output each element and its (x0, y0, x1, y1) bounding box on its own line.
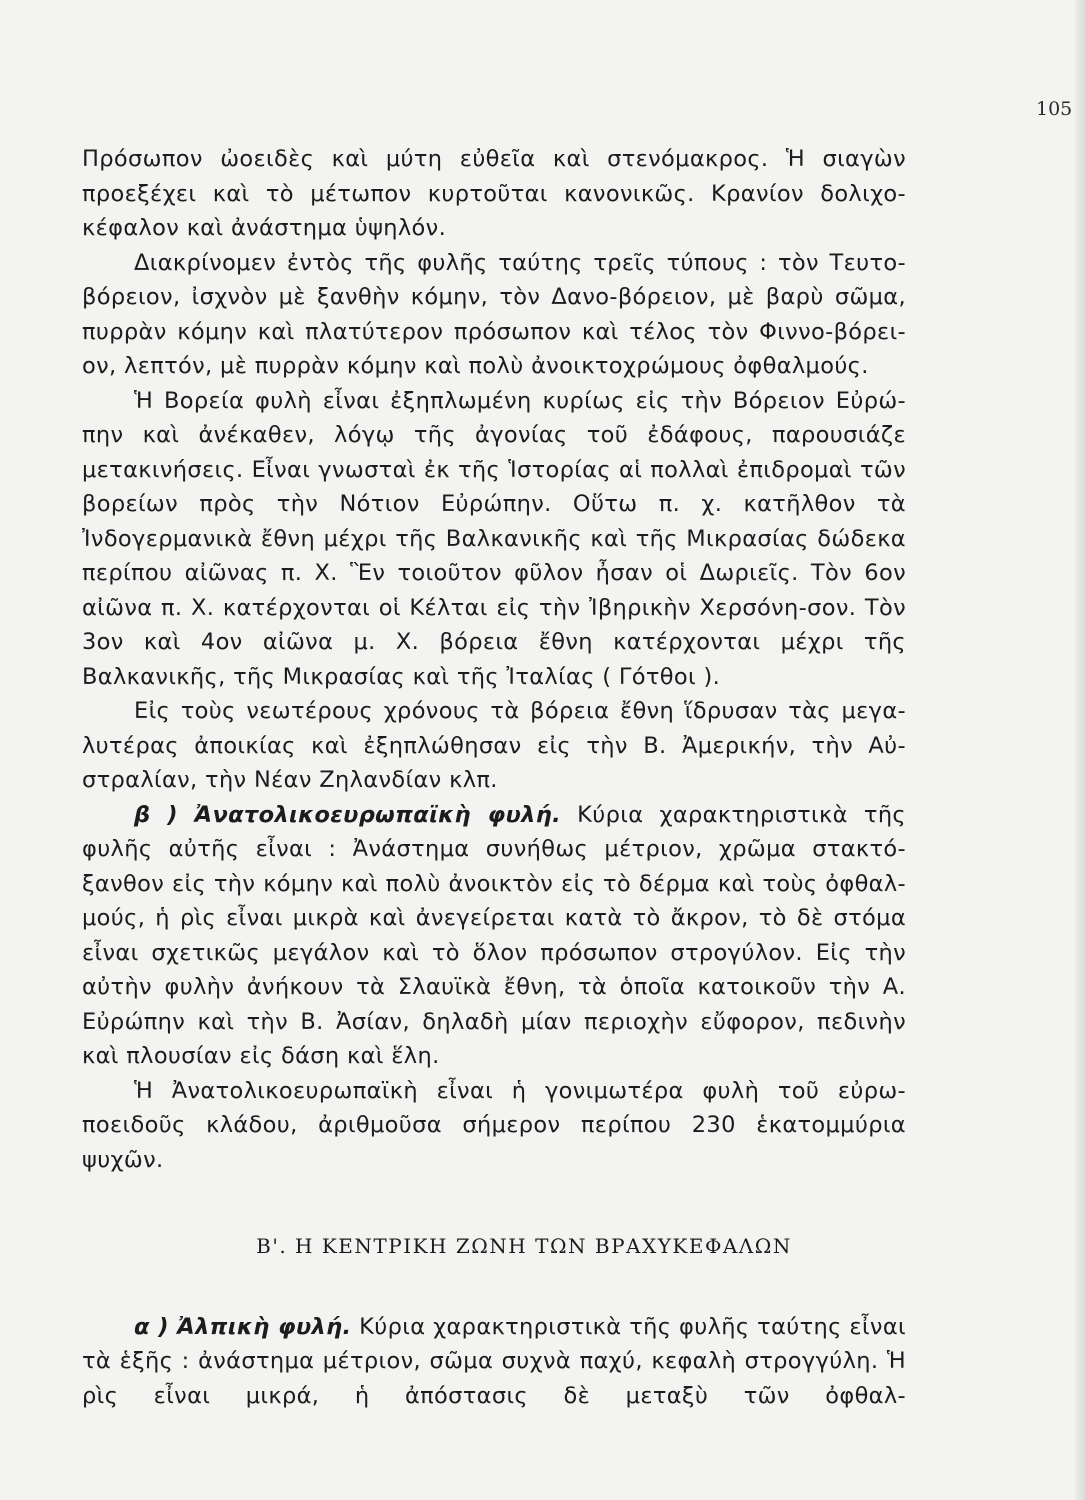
paragraph-nordic-colonies: Εἰς τοὺς νεωτέρους χρόνους τὰ βόρεια ἔθνη ἵδρυσαν τὰς μεγα-λυτέρας ἀποικίας καὶ ἐξηπλώθησαν εἰς τὴν Β. Ἀμερικήν, τὴν Αὐ-στραλίαν, τὴν Νέαν Ζηλανδίαν κλπ. (82, 698, 906, 793)
section-heading: Β'. Η ΚΕΝΤΡΙΚΗ ΖΩΝΗ ΤΩΝ ΒΡΑΧΥΚΕΦΑΛΩΝ (256, 1234, 792, 1258)
paragraph-nordic-migrations: Ἡ Βορεία φυλὴ εἶναι ἐξηπλωμένη κυρίως εἰς τὴν Βόρειον Εὐρώ-πην καὶ ἀνέκαθεν, λόγῳ τῆς ἀγονίας τοῦ ἐδάφους, παρουσιάζε μετακινήσεις. Εἶναι γνωσταὶ ἐκ τῆς Ἱστορίας αἱ πολλαὶ ἐπιδρομαὶ τῶν βορείων πρὸς τὴν Νότιον Εὐρώπην. Οὕτω π. χ. κατῆλθον τὰ Ἰνδογερμανικὰ ἔθνη μέχρι τῆς Βαλκανικῆς καὶ τῆς Μικρασίας δώδεκα περίπου αἰῶνας π. Χ. Ἓν τοιοῦτον φῦλον ἦσαν οἱ Δωριεῖς. Τὸν 6ον αἰῶνα π. Χ. κατέρχονται οἱ Κέλται εἰς τὴν Ἰβηρικὴν Χερσόνη-σον. Τὸν 3ον καὶ 4ον αἰῶνα μ. Χ. βόρεια ἔθνη κατέρχονται μέχρι τῆς Βαλκανικῆς, τῆς Μικρασίας καὶ τῆς Ἰταλίας ( Γότθοι ). (82, 387, 906, 690)
page-edge (1075, 0, 1085, 1500)
page-number: 105 (1036, 98, 1073, 120)
paragraph-east-european-race (82, 798, 906, 1074)
alpine-race-term: α ) Ἀλπικὴ φυλή. (134, 1313, 352, 1340)
paragraph-alpine-race (82, 1310, 906, 1414)
alpine-race-text: Κύρια χαρακτηριστικὰ τῆς φυλῆς ταύτης εἶναι τὰ ἑξῆς : ἀνάστημα μέτριον, σῶμα συχνὰ παχύ, κεφαλὴ στρογγύλη. Ἡ ρὶς εἶναι μικρά, ἡ ἀπόστασις δὲ μεταξὺ τῶν ὀφθαλ- (82, 1313, 906, 1409)
east-european-race-term: β ) Ἀνατολικοευρωπαϊκὴ φυλή. (134, 801, 561, 828)
east-european-race-text: Κύρια χαρακτηριστικὰ τῆς φυλῆς αὐτῆς εἶναι : Ἀνάστημα συνήθως μέτριον, χρῶμα στακτό-ξανθον εἰς τὴν κόμην καὶ πολὺ ἀνοικτὸν εἰς τὸ δέρμα καὶ τοὺς ὀφθαλ-μούς, ἡ ρὶς εἶναι μικρὰ καὶ ἀνεγείρεται κατὰ τὸ ἄκρον, τὸ δὲ στόμα εἶναι σχετικῶς μεγάλον καὶ τὸ ὅλον πρόσωπον στρογύλον. Εἰς τὴν αὐτὴν φυλὴν ἀνήκουν τὰ Σλαυϊκὰ ἔθνη, τὰ ὁποῖα κατοικοῦν τὴν Α. Εὐρώπην καὶ τὴν Β. Ἀσίαν, δηλαδὴ μίαν περιοχὴν εὔφορον, πεδινὴν καὶ πλουσίαν εἰς δάση καὶ ἕλη. (82, 801, 906, 1069)
body-text (82, 142, 906, 1413)
paragraph-east-european-population: Ἡ Ἀνατολικοευρωπαϊκὴ εἶναι ἡ γονιμωτέρα φυλὴ τοῦ εὐρω-ποειδοῦς κλάδου, ἀριθμοῦσα σήμερον περίπου 230 ἑκατομμύρια ψυχῶν. (82, 1077, 906, 1173)
paragraph-nordic-subtypes: Διακρίνομεν ἐντὸς τῆς φυλῆς ταύτης τρεῖς τύπους : τὸν Τευτο-βόρειον, ἰσχνὸν μὲ ξανθὴν κόμην, τὸν Δανο-βόρειον, μὲ βαρὺ σῶμα, πυρρὰν κόμην καὶ πλατύτερον πρόσωπον καὶ τέλος τὸν Φιννο-βόρει-ον, λεπτόν, μὲ πυρρὰν κόμην καὶ πολὺ ἀνοικτοχρώμους ὀφθαλμούς. (82, 249, 906, 379)
paragraph-face-description: Πρόσωπον ὠοειδὲς καὶ μύτη εὐθεῖα καὶ στενόμακρος. Ἡ σιαγὼν προεξέχει καὶ τὸ μέτωπον κυρτοῦται κανονικῶς. Κρανίον δολιχο-κέφαλον καὶ ἀνάστημα ὑψηλόν. (82, 146, 906, 241)
